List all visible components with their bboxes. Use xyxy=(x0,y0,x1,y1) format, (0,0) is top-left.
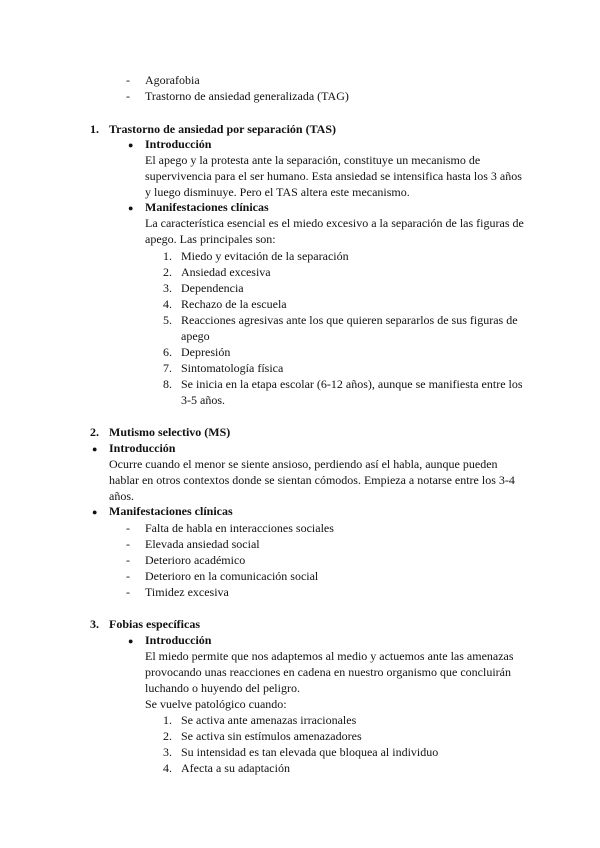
paragraph-line: La característica esencial es el miedo excesivo a la separación de las figuras de xyxy=(145,216,524,230)
list-item: Elevada ansiedad social xyxy=(145,537,260,551)
list-item: Su intensidad es tan elevada que bloquea al individuo xyxy=(181,745,439,759)
bullet-icon: ● xyxy=(92,444,98,454)
list-item: Miedo y evitación de la separación xyxy=(181,249,349,263)
item-number: 5. xyxy=(163,313,172,327)
section-number: 2. xyxy=(90,425,99,439)
dash-marker: - xyxy=(126,585,130,599)
list-item: Dependencia xyxy=(181,281,244,295)
list-item: Se inicia en la etapa escolar (6-12 años), aunque se manifiesta entre los xyxy=(181,377,523,391)
item-number: 4. xyxy=(163,297,172,311)
bullet-icon: ● xyxy=(128,203,134,213)
list-item: Trastorno de ansiedad generalizada (TAG) xyxy=(145,89,349,103)
subheading: Manifestaciones clínicas xyxy=(145,200,269,214)
section-number: 3. xyxy=(90,617,99,631)
dash-marker: - xyxy=(126,89,130,103)
paragraph-line: Se vuelve patológico cuando: xyxy=(145,697,287,711)
bullet-icon: ● xyxy=(92,507,98,517)
list-item: Afecta a su adaptación xyxy=(181,761,290,775)
bullet-icon: ● xyxy=(128,636,134,646)
list-item: Timidez excesiva xyxy=(145,585,229,599)
list-item: Se activa sin estímulos amenazadores xyxy=(181,729,362,743)
section-number: 1. xyxy=(90,122,99,136)
list-item: Ansiedad excesiva xyxy=(181,265,271,279)
list-item: Deterioro académico xyxy=(145,553,246,567)
list-item-continued: apego xyxy=(181,329,210,343)
paragraph-line: hablar en otros contextos donde se sientan cómodos. Empieza a notarse entre los 3-4 xyxy=(109,473,515,487)
item-number: 4. xyxy=(163,761,172,775)
item-number: 2. xyxy=(163,729,172,743)
section-title: Mutismo selectivo (MS) xyxy=(109,425,231,439)
paragraph-line: apego. Las principales son: xyxy=(145,232,276,246)
list-item-continued: 3-5 años. xyxy=(181,393,225,407)
paragraph-line: El miedo permite que nos adaptemos al medio y actuemos ante las amenazas xyxy=(145,649,514,663)
paragraph-line: años. xyxy=(109,489,134,503)
subheading: Introducción xyxy=(145,633,212,647)
dash-marker: - xyxy=(126,569,130,583)
list-item: Deterioro en la comunicación social xyxy=(145,569,319,583)
paragraph-line: provocando unas reacciones en cadena en nuestro organismo que concluirán xyxy=(145,665,511,679)
dash-marker: - xyxy=(126,73,130,87)
paragraph-line: El apego y la protesta ante la separación, constituye un mecanismo de xyxy=(145,153,481,167)
dash-marker: - xyxy=(126,553,130,567)
paragraph-line: luchando o huyendo del peligro. xyxy=(145,681,300,695)
item-number: 2. xyxy=(163,265,172,279)
item-number: 1. xyxy=(163,249,172,263)
bullet-icon: ● xyxy=(128,140,134,150)
list-item: Sintomatología física xyxy=(181,361,284,375)
list-item: Agorafobia xyxy=(145,73,200,87)
subheading: Introducción xyxy=(109,441,176,455)
list-item: Falta de habla en interacciones sociales xyxy=(145,521,334,535)
dash-marker: - xyxy=(126,537,130,551)
paragraph-line: y luego disminuye. Pero el TAS altera este mecanismo. xyxy=(145,185,410,199)
section-title: Trastorno de ansiedad por separación (TAS) xyxy=(109,122,337,136)
section-title: Fobias específicas xyxy=(109,617,200,631)
list-item: Reacciones agresivas ante los que quieren separarlos de sus figuras de xyxy=(181,313,518,327)
item-number: 1. xyxy=(163,713,172,727)
list-item: Depresión xyxy=(181,345,231,359)
subheading: Manifestaciones clínicas xyxy=(109,504,233,518)
paragraph-line: supervivencia para el ser humano. Esta ansiedad se intensifica hasta los 3 años xyxy=(145,169,522,183)
item-number: 3. xyxy=(163,281,172,295)
item-number: 3. xyxy=(163,745,172,759)
paragraph-line: Ocurre cuando el menor se siente ansioso, perdiendo así el habla, aunque pueden xyxy=(109,457,498,471)
dash-marker: - xyxy=(126,521,130,535)
list-item: Rechazo de la escuela xyxy=(181,297,287,311)
list-item: Se activa ante amenazas irracionales xyxy=(181,713,357,727)
item-number: 6. xyxy=(163,345,172,359)
item-number: 7. xyxy=(163,361,172,375)
subheading: Introducción xyxy=(145,137,212,151)
item-number: 8. xyxy=(163,377,172,391)
